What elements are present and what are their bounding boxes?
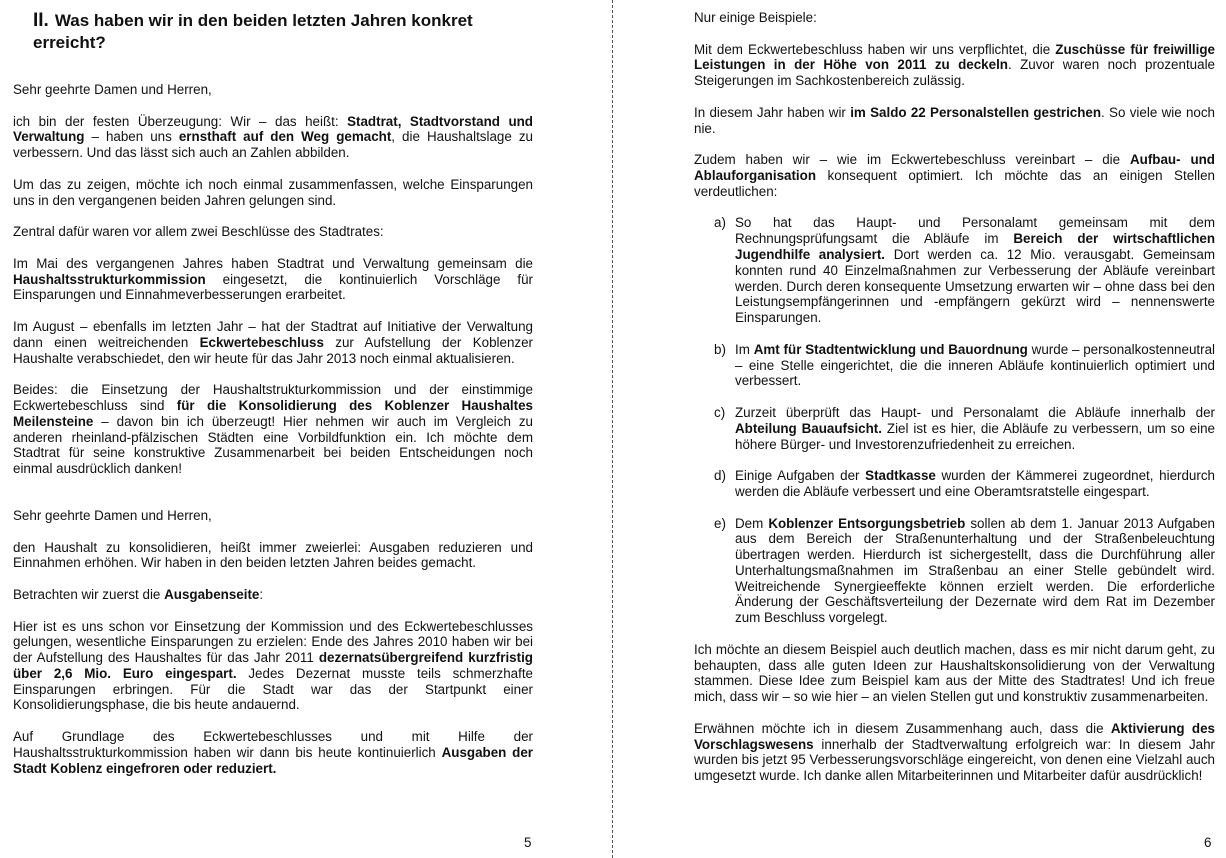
list-item: [694, 468, 1215, 500]
left-page: [0, 0, 612, 858]
bold-text: ernsthaft auf den Weg gemacht: [178, 129, 392, 145]
right-page: [614, 0, 1226, 858]
section-title: Was haben wir in den beiden letzten Jahren konkret erreicht?: [33, 11, 473, 52]
section-number: II.: [33, 10, 49, 31]
paragraph: Um das zu zeigen, möchte ich noch einmal zusammenfassen, welche Einsparungen uns in den vergangenen beiden Jahren gelungen sind.: [13, 176, 533, 208]
paragraph: Zudem haben wir – wie im Eckwertebeschluss vereinbart – die Aufbau- und Ablauforganisation konsequent optimiert. Ich möchte das an einigen Stellen verdeutlichen:: [694, 152, 1215, 199]
paragraph: Betrachten wir zuerst die Ausgabenseite:: [13, 586, 264, 602]
list-item-text: Zurzeit überprüft das Haupt- und Personalamt die Abläufe innerhalb der Abteilung Bauaufsicht. Ziel ist es hier, die Abläufe zu verbessern, um so eine höhere Bürger- und Investorenzufriedenheit zu erreichen.: [735, 404, 1215, 452]
list-marker: a): [714, 215, 726, 231]
bold-text: Amt für Stadtentwicklung und Bauordnung: [753, 341, 1028, 357]
list-item: [694, 516, 1215, 627]
bold-text: Abteilung Bauaufsicht.: [735, 420, 882, 436]
bold-text: Bereich der wirtschaftlichen Jugendhilfe analysiert.: [735, 231, 1216, 262]
bold-text: Aktivierung des Vorschlagswesens: [694, 720, 1215, 752]
paragraph: Im August – ebenfalls im letzten Jahr – hat der Stadtrat auf Initiative der Verwaltung dann einen weitreichenden Eckwertebeschluss zur Aufstellung der Koblenzer Haushalte verabschiedet, den wir heute für das Jahr 2013 noch einmal aktualisieren.: [13, 318, 533, 366]
paragraph: In diesem Jahr haben wir im Saldo 22 Personalstellen gestrichen. So viele wie noch nie.: [694, 104, 1215, 136]
list-item: [694, 215, 1215, 326]
bold-text: Eckwertebeschluss: [199, 334, 324, 350]
paragraph: Ich möchte an diesem Beispiel auch deutlich machen, dass es mir nicht darum geht, zu behaupten, dass alle guten Ideen zur Haushaltskonsolidierung von der Verwaltung stammen. Diese Idee zum Beispiel kam aus der Mitte des Stadtrates! Und ich freue mich, dass wir – so wie hier – an vielen Stellen gut und konstruktiv zusammenarbeiten.: [694, 641, 1215, 705]
bold-text: Koblenzer Entsorgungsbetrieb: [768, 515, 966, 531]
paragraph: Beides: die Einsetzung der Haushaltstrukturkommission und der einstimmige Eckwertebeschluss sind für die Konsolidierung des Koblenzer Haushaltes Meilensteine – davon bin ich überzeugt! Hier nehmen wir auch im Vergleich zu anderen rheinland-pfälzischen Städten eine Vorbildfunktion ein. Ich möchte dem Stadtrat für seine konstruktive Zusammenarbeit bei beiden Entscheidungen noch einmal ausdrücklich danken!: [13, 382, 533, 477]
list-marker: c): [714, 404, 726, 420]
paragraph: Nur einige Beispiele:: [694, 10, 817, 25]
list-marker: b): [714, 341, 726, 357]
bold-text: dezernatsübergreifend kurzfristig über 2,6 Mio. Euro eingespart.: [13, 650, 533, 681]
paragraph: Sehr geehrte Damen und Herren,: [13, 507, 212, 523]
list-item: [694, 405, 1215, 452]
right-page-content: [694, 10, 1215, 800]
list-marker: e): [714, 515, 726, 531]
paragraph: ich bin der festen Überzeugung: Wir – das heißt: Stadtrat, Stadtvorstand und Verwaltung – haben uns ernsthaft auf den Weg gemacht, die Haushaltslage zu verbessern. Und das lässt sich auch an Zahlen abbilden.: [13, 113, 533, 161]
bold-text: im Saldo 22 Personalstellen gestrichen: [850, 104, 1102, 120]
bold-text: für die Konsolidierung des Koblenzer Haushaltes Meilensteine: [13, 397, 533, 429]
page-divider: [612, 0, 613, 858]
list-item-text: So hat das Haupt- und Personalamt gemeinsam mit dem Rechnungsprüfungsamt die Abläufe im Bereich der wirtschaftlichen Jugendhilfe analysiert. Dort werden ca. 12 Mio. verausgabt. Gemeinsam konnten rund 40 Einzelmaßnahmen zur Verbesserung der Abläufe vereinbart werden. Durch deren konsequente Umsetzung erwarten wir – ohne dass bei den Leistungsempfängerinnen und -empfängern gekürzt wird – nennenswerte Einsparungen.: [735, 215, 1216, 326]
bold-text: Ausgaben der Stadt Koblenz eingefroren oder reduziert.: [13, 744, 533, 776]
paragraph: Hier ist es uns schon vor Einsetzung der Kommission und des Eckwertebeschlusses gelungen, wesentliche Einsparungen zu erzielen: Ende des Jahres 2010 haben wir bei der Aufstellung des Haushaltes für das Jahr 2011 dezernatsübergreifend kurzfristig über 2,6 Mio. Euro eingespart. Jedes Dezernat musste teils schmerzhafte Einsparungen erbringen. Für die Stadt war das der Startpunkt einer Konsolidierungsphase, die bis heute andauernd.: [13, 618, 533, 713]
paragraph: Sehr geehrte Damen und Herren,: [13, 82, 212, 97]
bold-text: Ausgabenseite: [164, 586, 260, 602]
left-page-content: [13, 10, 533, 792]
page-number: 5: [524, 835, 532, 850]
paragraph: den Haushalt zu konsolidieren, heißt immer zweierlei: Ausgaben reduzieren und Einnahmen erhöhen. Wir haben in den beiden letzten Jahren beides gemacht.: [13, 539, 533, 571]
list-item-text: Im Amt für Stadtentwicklung und Bauordnung wurde – personalkostenneutral – eine Stelle eingerichtet, die die inneren Abläufe kontinuierlich optimiert und verbessert.: [735, 341, 1215, 389]
list-item: [694, 342, 1215, 389]
paragraph: Auf Grundlage des Eckwertebeschlusses und mit Hilfe der Haushaltsstrukturkommission haben wir dann bis heute kontinuierlich Ausgaben der Stadt Koblenz eingefroren oder reduziert.: [13, 729, 533, 776]
bold-text: Zuschüsse für freiwillige Leistungen in der Höhe von 2011 zu deckeln: [694, 41, 1215, 73]
list-item-text: Einige Aufgaben der Stadtkasse wurden der Kämmerei zugeordnet, hierdurch werden die Abläufe verbessert und eine Oberamtsratstelle eingespart.: [735, 468, 1215, 499]
paragraph: Zentral dafür waren vor allem zwei Beschlüsse des Stadtrates:: [13, 224, 384, 240]
page-number: 6: [1204, 835, 1212, 850]
bold-text: Stadtkasse: [865, 468, 936, 484]
paragraph: Erwähnen möchte ich in diesem Zusammenhang auch, dass die Aktivierung des Vorschlagswesens innerhalb der Stadtverwaltung erfolgreich war: In diesem Jahr wurden bis jetzt 95 Verbesserungsvorschläge eingereicht, von denen eine Vielzahl auch umgesetzt wurde. Ich danke allen Mitarbeiterinnen und Mitarbeiter dafür ausdrücklich!: [694, 720, 1215, 784]
list-item-text: Dem Koblenzer Entsorgungsbetrieb sollen ab dem 1. Januar 2013 Aufgaben aus dem Bereich der Straßenunterhaltung und der Straßenbeleuchtung übertragen werden. Hierdurch ist sichergestellt, dass die Durchführung aller Unterhaltungsmaßnahmen im Straßenbau an einer Stelle gebündelt wird. Weitreichende Synergieeffekte können erzielt werden. Die erforderliche Änderung der Geschäftsverteilung der Dezernate wird dem Rat im Dezember zum Beschluss vorgelegt.: [735, 515, 1216, 626]
bold-text: Stadtrat, Stadtvorstand und Verwaltung: [13, 113, 533, 145]
section-heading: [33, 10, 533, 54]
paragraph: Im Mai des vergangenen Jahres haben Stadtrat und Verwaltung gemeinsam die Haushaltsstrukturkommission eingesetzt, die kontinuierlich Vorschläge für Einsparungen und Einnahmeverbesserungen erarbeitet.: [13, 255, 533, 303]
list-marker: d): [714, 468, 726, 484]
bold-text: Aufbau- und Ablauforganisation: [694, 152, 1215, 183]
bold-text: Haushaltsstrukturkommission: [13, 271, 206, 287]
paragraph: Mit dem Eckwertebeschluss haben wir uns verpflichtet, die Zuschüsse für freiwillige Leistungen in der Höhe von 2011 zu deckeln. Zuvor waren noch prozentuale Steigerungen im Sachkostenbereich zulässig.: [694, 41, 1215, 89]
